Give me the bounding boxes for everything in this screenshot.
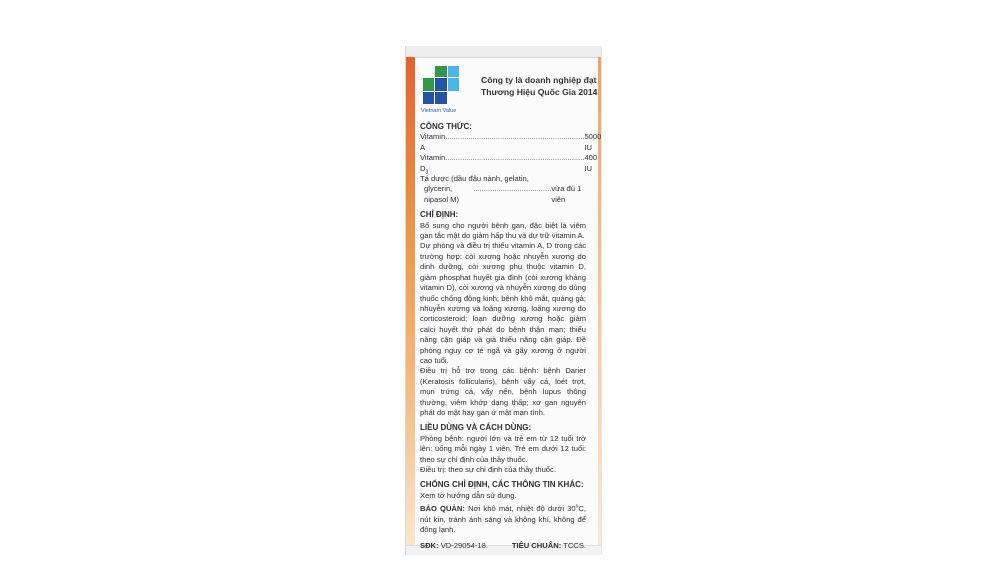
storage-paragraph: BẢO QUẢN: Nơi khô mát, nhiệt độ dưới 30$^o$C, nút kín, tránh ánh sáng và không khí, không để đông lạnh.	[420, 503, 586, 535]
indications-paragraph-2: Dự phòng và điều trị thiếu vitamin A, D trong các trường hợp: còi xương hoặc nhuyễn xương do dinh dưỡng, còi xương phụ thuộc vitamin D, giảm phosphat huyết gia đình (còi xương kháng vitamin D), còi xương và nhuyễn xương do dùng thuốc chống động kinh; bệnh khô mắt, quáng gà; nhuyễn xương và loãng xương, loãng xương do corticosteroid; loạn dưỡng xương hoặc giảm calci huyết thứ phát do bệnh thận mạn; thiểu năng cận giáp và giả thiểu năng cận giáp. Đề phòng nguy cơ té ngã và gãy xương ở người cao tuổi.	[420, 241, 586, 365]
orange-right-edge	[598, 57, 601, 545]
contraindications-text: Xem tờ hướng dẫn sử dụng.	[420, 490, 517, 500]
vietnam-value-logo	[423, 66, 459, 104]
slogan-line-1: Công ty là doanh nghiệp đạt	[481, 75, 597, 85]
quality-standard: TIÊU CHUẨN: TCCS.	[511, 541, 586, 551]
registration-footer	[420, 541, 586, 551]
vitamin-a-label: Vitamin A	[420, 132, 446, 152]
dosage-paragraph-2: Điều trị: theo sự chỉ định của thầy thuốc.	[420, 465, 556, 474]
leader-dots: ..................................................................	[445, 153, 585, 163]
dosage-paragraph-1: Phòng bệnh: người lớn và trẻ em từ 12 tuổi trở lên: uống mỗi ngày 1 viên. Trẻ em dưới 12 tuổi: theo sự chỉ định của thầy thuốc.	[420, 433, 586, 464]
slogan-line-2: Thương Hiệu Quốc Gia 2014	[481, 87, 598, 97]
vitamin-d-label: Vitamin $D_3$	[420, 153, 446, 176]
logo-caption: Vietnam Value	[421, 108, 457, 114]
indications-paragraph-3: Điều trị hỗ trợ trong các bệnh: bệnh Darier (Keratosis follicularis), bệnh vẩy cá, loét trợt, mụn trứng cá, vẩy nến, bệnh lupus thông thường, viêm khớp dạng thấp; xơ gan nguyên phát do mật hay gan ứ mật mạn tính.	[420, 366, 586, 417]
leader-dots: ..................................................................	[445, 132, 585, 142]
slogan	[481, 74, 597, 98]
excipient-line-1: Tá dược (dầu đậu nành, gelatin,	[420, 174, 529, 184]
orange-edge-stripe	[406, 57, 415, 545]
vitamin-a-value: 5000 IU	[584, 132, 602, 152]
leader-dots: .....................................	[473, 184, 552, 194]
registration-number: SĐK: VD-29054-18.	[420, 541, 488, 551]
formula-row-vitamin-d	[420, 153, 598, 176]
excipient-value: vừa đủ 1 viên	[551, 184, 582, 204]
formula-row-vitamin-a	[420, 132, 602, 153]
indications-heading: CHỈ ĐỊNH:	[420, 210, 459, 220]
excipient-line-2: glycerin, nipasol M)	[424, 184, 460, 204]
excipient-row	[420, 184, 586, 205]
contraindications-heading: CHỐNG CHỈ ĐỊNH, CÁC THÔNG TIN KHÁC:	[420, 480, 584, 490]
indications-paragraph-1: Bổ sung cho người bệnh gan, đặc biệt là viêm gan tắc mật do giảm hấp thu và dự trữ vitamin A.	[420, 220, 586, 241]
dosage-heading: LIỀU DÙNG VÀ CÁCH DÙNG:	[420, 423, 532, 433]
storage-heading: BẢO QUẢN:	[420, 504, 465, 514]
formula-heading: CÔNG THỨC:	[420, 122, 472, 131]
vitamin-d-value: 400 IU	[584, 153, 598, 173]
box-top-edge	[406, 46, 601, 58]
label-content	[420, 120, 602, 552]
